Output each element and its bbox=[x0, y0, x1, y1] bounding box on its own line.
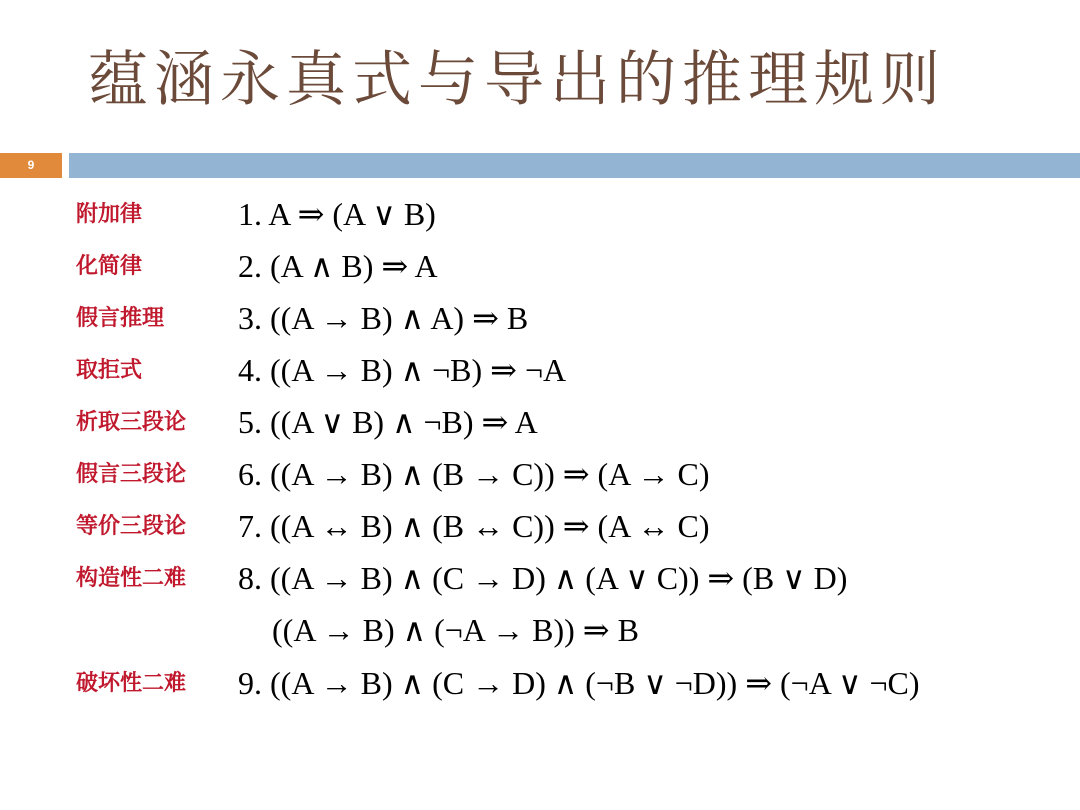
rule-formula: 5. ((A ∨ B) ∧ ¬B) ⇒ A bbox=[238, 404, 538, 440]
rule-formula: 7. ((A ↔ B) ∧ (B ↔ C)) ⇒ (A ↔ C) bbox=[238, 508, 710, 544]
rule-row bbox=[0, 400, 1080, 448]
rule-name: 假言三段论 bbox=[76, 462, 187, 487]
rule-formula: 2. (A ∧ B) ⇒ A bbox=[238, 248, 438, 284]
rule-name: 等价三段论 bbox=[76, 514, 187, 539]
rule-formula: 6. ((A → B) ∧ (B → C)) ⇒ (A → C) bbox=[238, 456, 710, 492]
rule-formula: 8. ((A → B) ∧ (C → D) ∧ (A ∨ C)) ⇒ (B ∨ D) bbox=[238, 560, 848, 596]
rule-row bbox=[0, 608, 1080, 656]
rule-name: 破坏性二难 bbox=[76, 671, 187, 696]
rule-formula: 1. A ⇒ (A ∨ B) bbox=[238, 196, 436, 232]
slide-title: 蕴涵永真式与导出的推理规则 bbox=[88, 45, 946, 115]
rule-formula: 3. ((A → B) ∧ A) ⇒ B bbox=[238, 300, 529, 336]
rule-formula: ((A → B) ∧ (¬A → B)) ⇒ B bbox=[272, 612, 639, 648]
rule-row bbox=[0, 244, 1080, 292]
rule-name: 附加律 bbox=[76, 202, 143, 227]
rule-row bbox=[0, 296, 1080, 344]
rule-formula: 9. ((A → B) ∧ (C → D) ∧ (¬B ∨ ¬D)) ⇒ (¬A ∨ ¬C) bbox=[238, 665, 920, 701]
rule-row bbox=[0, 348, 1080, 396]
rule-row bbox=[0, 452, 1080, 500]
divider-bar bbox=[69, 153, 1080, 178]
rule-name: 析取三段论 bbox=[76, 410, 187, 435]
page-number: 9 bbox=[27, 158, 35, 172]
rule-row bbox=[0, 661, 1080, 709]
rule-row bbox=[0, 192, 1080, 240]
rule-row bbox=[0, 556, 1080, 604]
rule-name: 构造性二难 bbox=[76, 566, 187, 591]
rule-name: 化简律 bbox=[76, 254, 143, 279]
rule-name: 取拒式 bbox=[76, 358, 143, 383]
rule-row bbox=[0, 504, 1080, 552]
rule-name: 假言推理 bbox=[76, 306, 165, 331]
rule-formula: 4. ((A → B) ∧ ¬B) ⇒ ¬A bbox=[238, 352, 567, 388]
